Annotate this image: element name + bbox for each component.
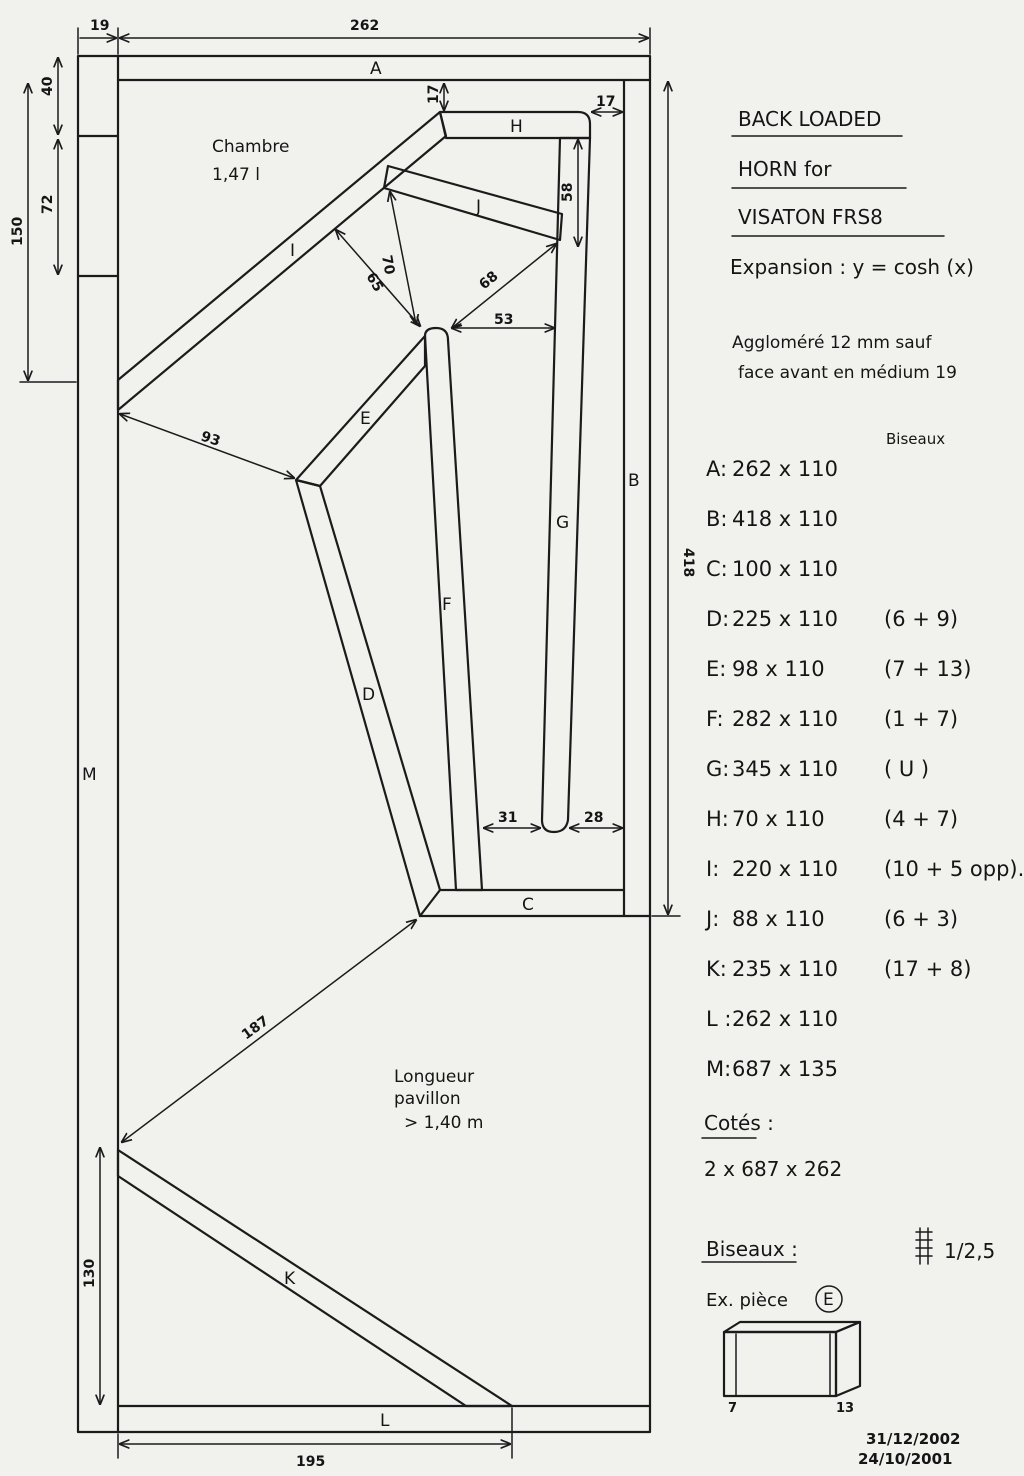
material-line-2: face avant en médium 19 [738, 363, 957, 383]
label-h: H [510, 117, 523, 137]
dim-28: 28 [584, 810, 604, 826]
dim-68: 68 [476, 268, 502, 294]
biseaux-footer: Biseaux : [706, 1237, 798, 1261]
part-dimensions: 225 x 110 [732, 607, 838, 631]
dim-65: 65 [362, 270, 387, 295]
part-row [706, 1057, 838, 1081]
part-row [704, 907, 958, 931]
example-label: Ex. pièce [706, 1290, 788, 1311]
label-c: C [522, 895, 534, 915]
part-label: E: [706, 657, 727, 681]
part-row [706, 557, 838, 581]
dim-93: 93 [198, 428, 223, 450]
part-dimensions: 98 x 110 [732, 657, 825, 681]
dimension-values [10, 18, 696, 1470]
label-k: K [284, 1269, 296, 1289]
part-label: D: [706, 607, 730, 631]
dim-53: 53 [494, 312, 514, 328]
title-line-1: BACK LOADED [738, 107, 882, 131]
title-block [730, 107, 974, 448]
part-dimensions: 100 x 110 [732, 557, 838, 581]
label-m: M [82, 765, 97, 785]
part-dimensions: 262 x 110 [732, 457, 838, 481]
part-label: K: [706, 957, 727, 981]
part-bevel: (17 + 8) [884, 957, 972, 981]
dim-130: 130 [82, 1258, 98, 1288]
date-1: 31/12/2002 [866, 1430, 961, 1448]
part-bevel: ( U ) [884, 757, 930, 781]
example-dim-left: 7 [728, 1401, 738, 1416]
label-d: D [362, 685, 376, 705]
dim-70: 70 [378, 253, 398, 276]
label-i: I [290, 241, 296, 261]
part-dimensions: 345 x 110 [732, 757, 838, 781]
label-a: A [370, 59, 382, 79]
part-bevel: (1 + 7) [884, 707, 959, 731]
dim-40: 40 [40, 76, 56, 96]
dim-58: 58 [560, 182, 576, 202]
part-label: M: [706, 1057, 732, 1081]
dim-187: 187 [238, 1013, 273, 1044]
example-piece: E [823, 1290, 834, 1310]
part-bevel: (4 + 7) [884, 807, 959, 831]
chamber-volume: 1,47 l [212, 165, 260, 185]
part-label: B: [706, 507, 728, 531]
part-row [706, 507, 838, 531]
cotes-heading: Cotés : [704, 1111, 774, 1135]
part-label: F: [706, 707, 724, 731]
part-dimensions: 418 x 110 [732, 507, 838, 531]
part-dimensions: 220 x 110 [732, 857, 838, 881]
part-dimensions: 687 x 135 [732, 1057, 838, 1081]
part-row [706, 607, 958, 631]
part-label: C: [706, 557, 728, 581]
part-dimensions: 70 x 110 [732, 807, 825, 831]
panel-j [384, 166, 562, 240]
part-row [706, 957, 971, 981]
dim-17-top: 17 [426, 84, 442, 104]
part-label: G: [706, 757, 730, 781]
label-j: J [476, 197, 482, 217]
part-row [706, 457, 838, 481]
label-l: L [380, 1411, 390, 1431]
horn-length-label: Longueur [394, 1067, 475, 1087]
part-row [706, 757, 929, 781]
dim-31: 31 [498, 810, 518, 826]
label-f: F [442, 595, 452, 615]
part-dimensions: 88 x 110 [732, 907, 825, 931]
part-dimensions: 262 x 110 [732, 1007, 838, 1031]
part-dimensions: 235 x 110 [732, 957, 838, 981]
biseaux-heading: Biseaux [886, 430, 946, 448]
internal-panels [118, 112, 590, 1406]
example-dim-right: 13 [836, 1401, 855, 1416]
part-row [706, 857, 1024, 881]
part-bevel: (6 + 9) [884, 607, 959, 631]
title-line-3: VISATON FRS8 [738, 205, 883, 229]
label-g: G [556, 513, 570, 533]
title-line-2: HORN for [738, 157, 832, 181]
part-bevel: (10 + 5 opp). [884, 857, 1024, 881]
footer-notes [702, 1111, 995, 1468]
panel-k [118, 1150, 512, 1406]
dim-150: 150 [10, 216, 26, 246]
label-e: E [360, 409, 371, 429]
scale-ruler-icon [916, 1228, 932, 1264]
dim-17-right: 17 [596, 94, 616, 110]
part-label: I: [706, 857, 720, 881]
label-b: B [628, 471, 640, 491]
dim-19: 19 [90, 18, 110, 34]
date-2: 24/10/2001 [858, 1450, 953, 1468]
cotes-value: 2 x 687 x 262 [704, 1157, 843, 1181]
chamber-label: Chambre [212, 137, 290, 157]
panel-g [542, 138, 590, 832]
horn-length-value: > 1,40 m [404, 1113, 484, 1133]
part-row [706, 807, 958, 831]
dim-262: 262 [350, 18, 380, 34]
part-row [706, 657, 971, 681]
part-bevel: (7 + 13) [884, 657, 972, 681]
part-label: A: [706, 457, 728, 481]
material-line-1: Aggloméré 12 mm sauf [732, 333, 932, 353]
panel-f [425, 328, 482, 890]
part-label: J: [706, 907, 720, 931]
dim-418: 418 [680, 548, 696, 578]
part-row [706, 1007, 838, 1031]
part-label: H: [706, 807, 729, 831]
parts-list [704, 457, 1024, 1081]
horn-length-label-2: pavillon [394, 1089, 461, 1109]
expansion-formula: Expansion : y = cosh (x) [730, 255, 974, 279]
dim-195: 195 [296, 1454, 326, 1470]
part-row [706, 707, 958, 731]
part-bevel: (6 + 3) [884, 907, 959, 931]
bevel-example-sketch [724, 1322, 860, 1396]
part-label: L : [706, 1007, 732, 1031]
part-dimensions: 282 x 110 [732, 707, 838, 731]
dim-72: 72 [40, 194, 56, 214]
scale-value: 1/2,5 [944, 1239, 996, 1263]
